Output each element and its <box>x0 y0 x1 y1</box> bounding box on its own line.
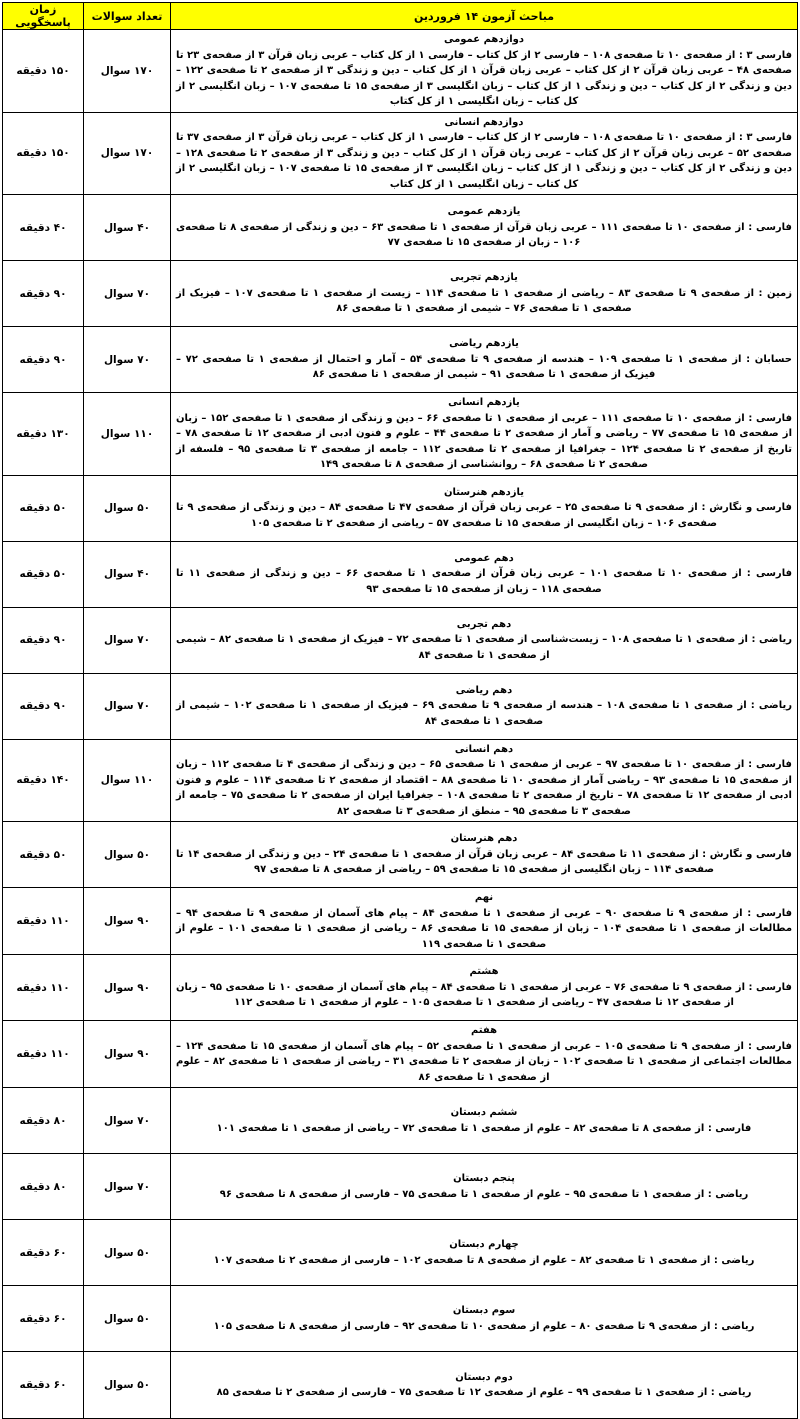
question-count-cell: ۷۰ سوال <box>84 1154 171 1220</box>
question-count-cell: ۱۷۰ سوال <box>84 30 171 113</box>
answer-time-cell: ۴۰ دقیقه <box>3 195 84 261</box>
answer-time-cell: ۱۳۰ دقیقه <box>3 393 84 476</box>
question-count-cell: ۵۰ سوال <box>84 822 171 888</box>
table-row <box>3 1286 798 1352</box>
subjects-cell <box>171 955 798 1021</box>
answer-time-cell: ۶۰ دقیقه <box>3 1286 84 1352</box>
question-count-cell: ۷۰ سوال <box>84 607 171 673</box>
table-row <box>3 541 798 607</box>
grade-title: پنجم دبستان <box>453 1173 515 1184</box>
grade-title: دهم هنرستان <box>450 833 518 845</box>
question-count-cell: ۴۰ سوال <box>84 541 171 607</box>
answer-time-cell: ۸۰ دقیقه <box>3 1088 84 1154</box>
answer-time-cell: ۱۱۰ دقیقه <box>3 888 84 955</box>
answer-time-cell: ۵۰ دقیقه <box>3 822 84 888</box>
subjects-cell <box>171 607 798 673</box>
table-row <box>3 475 798 541</box>
subjects-cell <box>171 261 798 327</box>
question-count-cell: ۵۰ سوال <box>84 475 171 541</box>
answer-time-cell: ۹۰ دقیقه <box>3 327 84 393</box>
grade-title: چهارم دبستان <box>449 1239 519 1250</box>
subjects-cell <box>171 541 798 607</box>
table-row <box>3 673 798 739</box>
question-count-cell: ۹۰ سوال <box>84 888 171 955</box>
grade-title: دهم ریاضی <box>455 684 513 696</box>
subjects-text: ریاضی : از صفحه‌ی ۱ تا صفحه‌ی ۱۰۸ – زیست‌شناسی از صفحه‌ی ۱ تا صفحه‌ی ۷۲ – فیزیک از صفحه‌ی ۱ تا صفحه‌ی ۸۲ – شیمی از صفحه‌ی ۱ تا صفحه‌ی ۸۴ <box>176 634 792 661</box>
subjects-text: فارسی : از صفحه‌ی ۹ تا صفحه‌ی ۹۰ – عربی از صفحه‌ی ۱ تا صفحه‌ی ۸۴ – پیام های آسمان از صفحه‌ی ۹ تا صفحه‌ی ۹۴ – مطالعات از صفحه‌ی ۱ تا صفحه‌ی ۱۰۴ – زبان از صفحه‌ی ۱۵ تا صفحه‌ی ۸۶ – ریاضی از صفحه‌ی ۱ تا صفحه‌ی ۱۰۱ – علوم از صفحه‌ی ۱ تا صفحه‌ی ۱۱۹ <box>176 907 793 950</box>
grade-title: دهم عمومی <box>454 552 514 564</box>
grade-title: دهم تجربی <box>456 618 512 630</box>
table-row <box>3 607 798 673</box>
answer-time-cell: ۱۵۰ دقیقه <box>3 112 84 195</box>
grade-title: هفتم <box>470 1025 498 1036</box>
grade-title: هشتم <box>469 966 499 978</box>
question-count-cell: ۹۰ سوال <box>84 955 171 1021</box>
subjects-cell <box>171 1021 798 1088</box>
grade-title: یازدهم عمومی <box>447 206 521 218</box>
grade-title: یازدهم هنرستان <box>443 486 525 498</box>
table-row <box>3 1021 798 1088</box>
header-question-count: تعداد سوالات <box>84 3 171 30</box>
table-row <box>3 739 798 822</box>
subjects-text: فارسی : از صفحه‌ی ۹ تا صفحه‌ی ۷۶ – عربی از صفحه‌ی ۱ تا صفحه‌ی ۸۴ – پیام های آسمان از صفحه‌ی ۱۰ تا صفحه‌ی ۹۵ – زبان از صفحه‌ی ۱۲ تا صفحه‌ی ۴۷ – ریاضی از صفحه‌ی ۱ تا صفحه‌ی ۱۰۵ – علوم از صفحه‌ی ۱ تا صفحه‌ی ۱۱۲ <box>176 981 792 1009</box>
answer-time-cell: ۹۰ دقیقه <box>3 261 84 327</box>
exam-schedule-table <box>2 2 798 1419</box>
subjects-cell <box>171 327 798 393</box>
question-count-cell: ۵۰ سوال <box>84 1220 171 1286</box>
subjects-text: فارسی : از صفحه‌ی ۱۰ تا صفحه‌ی ۱۱۱ – عربی از صفحه‌ی ۱ تا صفحه‌ی ۶۶ – دین و زندگی از صفحه‌ی ۱ تا صفحه‌ی ۱۵۲ – زبان از صفحه‌ی ۱۵ تا صفحه‌ی ۷۷ – ریاضی و آمار از صفحه‌ی ۲ تا صفحه‌ی ۴۴ – علوم و فنون ادبی از صفحه‌ی ۱۲ تا صفحه‌ی ۷۸ – تاریخ از صفحه‌ی ۲ تا صفحه‌ی ۱۲۴ – جغرافیا از صفحه‌ی ۲ تا صفحه‌ی ۱۱۲ – جامعه از صفحه‌ی ۳ تا صفحه‌ی ۹۵ – فلسفه از صفحه‌ی ۲ تا صفحه‌ی ۶۸ – روانشناسی از صفحه‌ی ۸ تا صفحه‌ی ۱۴۹ <box>176 412 792 470</box>
subjects-text: فارسی : از صفحه‌ی ۱۰ تا صفحه‌ی ۹۷ – عربی از صفحه‌ی ۱ تا صفحه‌ی ۶۵ – دین و زندگی از صفحه‌ی ۴ تا صفحه‌ی ۱۱۲ – زبان از صفحه‌ی ۱۵ تا صفحه‌ی ۹۳ – ریاضی آمار از صفحه‌ی ۱۰ تا صفحه‌ی ۸۸ – اقتصاد از صفحه‌ی ۲ تا صفحه‌ی ۱۱۴ – علوم و فنون ادبی از صفحه‌ی ۱۲ تا صفحه‌ی ۷۸ – تاریخ از صفحه‌ی ۲ تا صفحه‌ی ۱۰۸ – جغرافیا ایران از صفحه‌ی ۲ تا صفحه‌ی ۷۵ – جامعه از صفحه‌ی ۳ تا صفحه‌ی ۹۵ – منطق از صفحه‌ی ۳ تا صفحه‌ی ۸۲ <box>176 759 792 817</box>
table-row <box>3 1352 798 1419</box>
subjects-cell <box>171 1154 798 1220</box>
question-count-cell: ۴۰ سوال <box>84 195 171 261</box>
subjects-cell <box>171 1352 798 1419</box>
answer-time-cell: ۱۱۰ دقیقه <box>3 955 84 1021</box>
subjects-cell <box>171 888 798 955</box>
grade-title: یازدهم تجربی <box>450 272 518 284</box>
table-row <box>3 1088 798 1154</box>
grade-title: دوم دبستان <box>455 1371 513 1383</box>
table-row <box>3 393 798 476</box>
subjects-text: ریاضی : از صفحه‌ی ۱ تا صفحه‌ی ۱۰۸ – هندسه از صفحه‌ی ۹ تا صفحه‌ی ۶۹ – فیزیک از صفحه‌ی ۱ تا صفحه‌ی ۱۰۲ – شیمی از صفحه‌ی ۱ تا صفحه‌ی ۸۴ <box>176 700 792 727</box>
answer-time-cell: ۶۰ دقیقه <box>3 1352 84 1419</box>
table-row <box>3 327 798 393</box>
subjects-cell <box>171 112 798 195</box>
grade-title: نهم <box>474 892 494 903</box>
subjects-cell <box>171 822 798 888</box>
question-count-cell: ۵۰ سوال <box>84 1286 171 1352</box>
subjects-cell <box>171 673 798 739</box>
subjects-cell <box>171 195 798 261</box>
subjects-text: ریاضی : از صفحه‌ی ۱ تا صفحه‌ی ۸۲ – علوم از صفحه‌ی ۸ تا صفحه‌ی ۱۰۲ – فارسی از صفحه‌ی ۲ تا صفحه‌ی ۱۰۷ <box>213 1254 755 1266</box>
subjects-text: فارسی : از صفحه‌ی ۸ تا صفحه‌ی ۸۲ – علوم از صفحه‌ی ۱ تا صفحه‌ی ۷۲ – ریاضی از صفحه‌ی ۱ تا صفحه‌ی ۱۰۱ <box>216 1122 752 1134</box>
subjects-text: فارسی و نگارش : از صفحه‌ی ۹ تا صفحه‌ی ۲۵ – عربی زبان قرآن از صفحه‌ی ۴۷ تا صفحه‌ی ۸۴ – دین و زندگی از صفحه‌ی ۹ تا صفحه‌ی ۱۰۶ – زبان انگلیسی از صفحه‌ی ۱۵ تا صفحه‌ی ۵۷ – ریاضی از صفحه‌ی ۲ تا صفحه‌ی ۱۰۵ <box>176 502 792 529</box>
answer-time-cell: ۸۰ دقیقه <box>3 1154 84 1220</box>
question-count-cell: ۹۰ سوال <box>84 1021 171 1088</box>
subjects-text: فارسی : از صفحه‌ی ۱۰ تا صفحه‌ی ۱۰۱ – عربی زبان قرآن از صفحه‌ی ۱ تا صفحه‌ی ۶۶ – دین و زندگی از صفحه‌ی ۱۱ تا صفحه‌ی ۱۱۸ – زبان از صفحه‌ی ۱۵ تا صفحه‌ی ۹۳ <box>176 568 792 595</box>
header-row <box>3 3 798 30</box>
subjects-cell <box>171 739 798 822</box>
table-row <box>3 30 798 113</box>
grade-title: یازدهم انسانی <box>448 397 520 408</box>
subjects-cell <box>171 475 798 541</box>
table-row <box>3 888 798 955</box>
answer-time-cell: ۹۰ دقیقه <box>3 673 84 739</box>
answer-time-cell: ۵۰ دقیقه <box>3 541 84 607</box>
answer-time-cell: ۱۱۰ دقیقه <box>3 1021 84 1088</box>
question-count-cell: ۷۰ سوال <box>84 673 171 739</box>
subjects-text: زمین : از صفحه‌ی ۹ تا صفحه‌ی ۸۳ – ریاضی از صفحه‌ی ۱ تا صفحه‌ی ۱۱۴ – زیست از صفحه‌ی ۱ تا صفحه‌ی ۱۰۷ – فیزیک از صفحه‌ی ۱ تا صفحه‌ی ۷۶ – شیمی از صفحه‌ی ۱ تا صفحه‌ی ۸۶ <box>176 287 792 315</box>
header-subjects: مباحث آزمون ۱۴ فروردین <box>171 3 798 30</box>
subjects-text: فارسی : از صفحه‌ی ۹ تا صفحه‌ی ۱۰۵ – عربی از صفحه‌ی ۱ تا صفحه‌ی ۵۲ – پیام های آسمان از صفحه‌ی ۱۵ تا صفحه‌ی ۱۲۴ – مطالعات اجتماعی از صفحه‌ی ۱ تا صفحه‌ی ۱۰۲ – زبان از صفحه‌ی ۲ تا صفحه‌ی ۳۱ – ریاضی از صفحه‌ی ۱ تا صفحه‌ی ۸۲ – علوم از صفحه‌ی ۱ تا صفحه‌ی ۸۶ <box>176 1040 792 1083</box>
subjects-text: ریاضی : از صفحه‌ی ۱ تا صفحه‌ی ۹۹ – علوم از صفحه‌ی ۱۲ تا صفحه‌ی ۷۵ – فارسی از صفحه‌ی ۲ تا صفحه‌ی ۸۵ <box>216 1387 752 1398</box>
answer-time-cell: ۱۴۰ دقیقه <box>3 739 84 822</box>
subjects-cell <box>171 1220 798 1286</box>
table-row <box>3 1154 798 1220</box>
question-count-cell: ۷۰ سوال <box>84 327 171 393</box>
table-row <box>3 955 798 1021</box>
subjects-text: فارسی و نگارش : از صفحه‌ی ۱۱ تا صفحه‌ی ۸۴ – عربی زبان قرآن از صفحه‌ی ۱ تا صفحه‌ی ۲۴ – دین و زندگی از صفحه‌ی ۱۴ تا صفحه‌ی ۱۱۴ – زبان انگلیسی از صفحه‌ی ۱۵ تا صفحه‌ی ۵۹ – ریاضی از صفحه‌ی ۸ تا صفحه‌ی ۹۷ <box>176 848 792 876</box>
table-row <box>3 822 798 888</box>
grade-title: سوم دبستان <box>452 1305 516 1316</box>
grade-title: دوازدهم عمومی <box>443 34 525 45</box>
table-row <box>3 261 798 327</box>
question-count-cell: ۱۱۰ سوال <box>84 739 171 822</box>
question-count-cell: ۱۷۰ سوال <box>84 112 171 195</box>
answer-time-cell: ۶۰ دقیقه <box>3 1220 84 1286</box>
header-answer-time: زمان پاسخگویی <box>3 3 84 30</box>
subjects-text: ریاضی : از صفحه‌ی ۹ تا صفحه‌ی ۸۰ – علوم از صفحه‌ی ۱۰ تا صفحه‌ی ۹۲ – فارسی از صفحه‌ی ۸ تا صفحه‌ی ۱۰۵ <box>213 1320 755 1332</box>
answer-time-cell: ۵۰ دقیقه <box>3 475 84 541</box>
question-count-cell: ۷۰ سوال <box>84 261 171 327</box>
subjects-text: حسابان : از صفحه‌ی ۱ تا صفحه‌ی ۱۰۹ – هندسه از صفحه‌ی ۹ تا صفحه‌ی ۵۴ – آمار و احتمال از صفحه‌ی ۱ تا صفحه‌ی ۷۲ – فیزیک از صفحه‌ی ۱ تا صفحه‌ی ۹۱ – شیمی از صفحه‌ی ۱ تا صفحه‌ی ۸۶ <box>176 353 792 381</box>
answer-time-cell: ۹۰ دقیقه <box>3 607 84 673</box>
question-count-cell: ۱۱۰ سوال <box>84 393 171 476</box>
grade-title: ششم دبستان <box>450 1107 518 1118</box>
subjects-text: فارسی ۳ : از صفحه‌ی ۱۰ تا صفحه‌ی ۱۰۸ – فارسی ۲ از کل کتاب – فارسی ۱ از کل کتاب – عربی زبان قرآن ۳ از صفحه‌ی ۲۳ تا صفحه‌ی ۴۸ – عربی زبان قرآن ۲ از کل کتاب – عربی زبان قرآن ۱ از کل کتاب – دین و زندگی ۳ از صفحه‌ی ۲ تا صفحه‌ی ۱۲۲ – دین و زندگی ۲ از کل کتاب – دین و زندگی ۱ از کل کتاب – زبان انگلیسی ۳ از صفحه‌ی ۱۵ تا صفحه‌ی ۱۰۷ – زبان انگلیسی ۲ از کل کتاب – زبان انگلیسی ۱ از کل کتاب <box>176 49 793 107</box>
exam-schedule-sheet <box>2 2 797 1419</box>
subjects-cell <box>171 1088 798 1154</box>
table-row <box>3 112 798 195</box>
question-count-cell: ۵۰ سوال <box>84 1352 171 1419</box>
subjects-cell <box>171 1286 798 1352</box>
answer-time-cell: ۱۵۰ دقیقه <box>3 30 84 113</box>
subjects-cell <box>171 393 798 476</box>
subjects-text: فارسی : از صفحه‌ی ۱۰ تا صفحه‌ی ۱۱۱ – عربی زبان قرآن از صفحه‌ی ۱ تا صفحه‌ی ۶۳ – دین و زندگی از صفحه‌ی ۸ تا صفحه‌ی ۱۰۶ – زبان از صفحه‌ی ۱۵ تا صفحه‌ی ۷۷ <box>176 221 792 249</box>
question-count-cell: ۷۰ سوال <box>84 1088 171 1154</box>
subjects-text: ریاضی : از صفحه‌ی ۱ تا صفحه‌ی ۹۵ – علوم از صفحه‌ی ۱ تا صفحه‌ی ۷۵ – فارسی از صفحه‌ی ۸ تا صفحه‌ی ۹۶ <box>219 1188 749 1200</box>
grade-title: دهم انسانی <box>454 743 514 755</box>
grade-title: یازدهم ریاضی <box>449 338 519 350</box>
table-row <box>3 1220 798 1286</box>
grade-title: دوازدهم انسانی <box>444 116 524 128</box>
table-row <box>3 195 798 261</box>
subjects-text: فارسی ۳ : از صفحه‌ی ۱۰ تا صفحه‌ی ۱۰۸ – فارسی ۲ از کل کتاب – فارسی ۱ از کل کتاب – عربی زبان قرآن ۳ از صفحه‌ی ۳۷ تا صفحه‌ی ۵۲ – عربی زبان قرآن ۲ از کل کتاب – عربی زبان قرآن ۱ از کل کتاب – دین و زندگی ۳ از صفحه‌ی ۲ تا صفحه‌ی ۱۲۸ – دین و زندگی ۲ از کل کتاب – دین و زندگی ۱ از کل کتاب – زبان انگلیسی ۳ از صفحه‌ی ۱۵ تا صفحه‌ی ۱۰۷ – زبان انگلیسی ۲ از کل کتاب – زبان انگلیسی ۱ از کل کتاب <box>176 132 793 190</box>
subjects-cell <box>171 30 798 113</box>
table-body <box>3 30 798 1419</box>
